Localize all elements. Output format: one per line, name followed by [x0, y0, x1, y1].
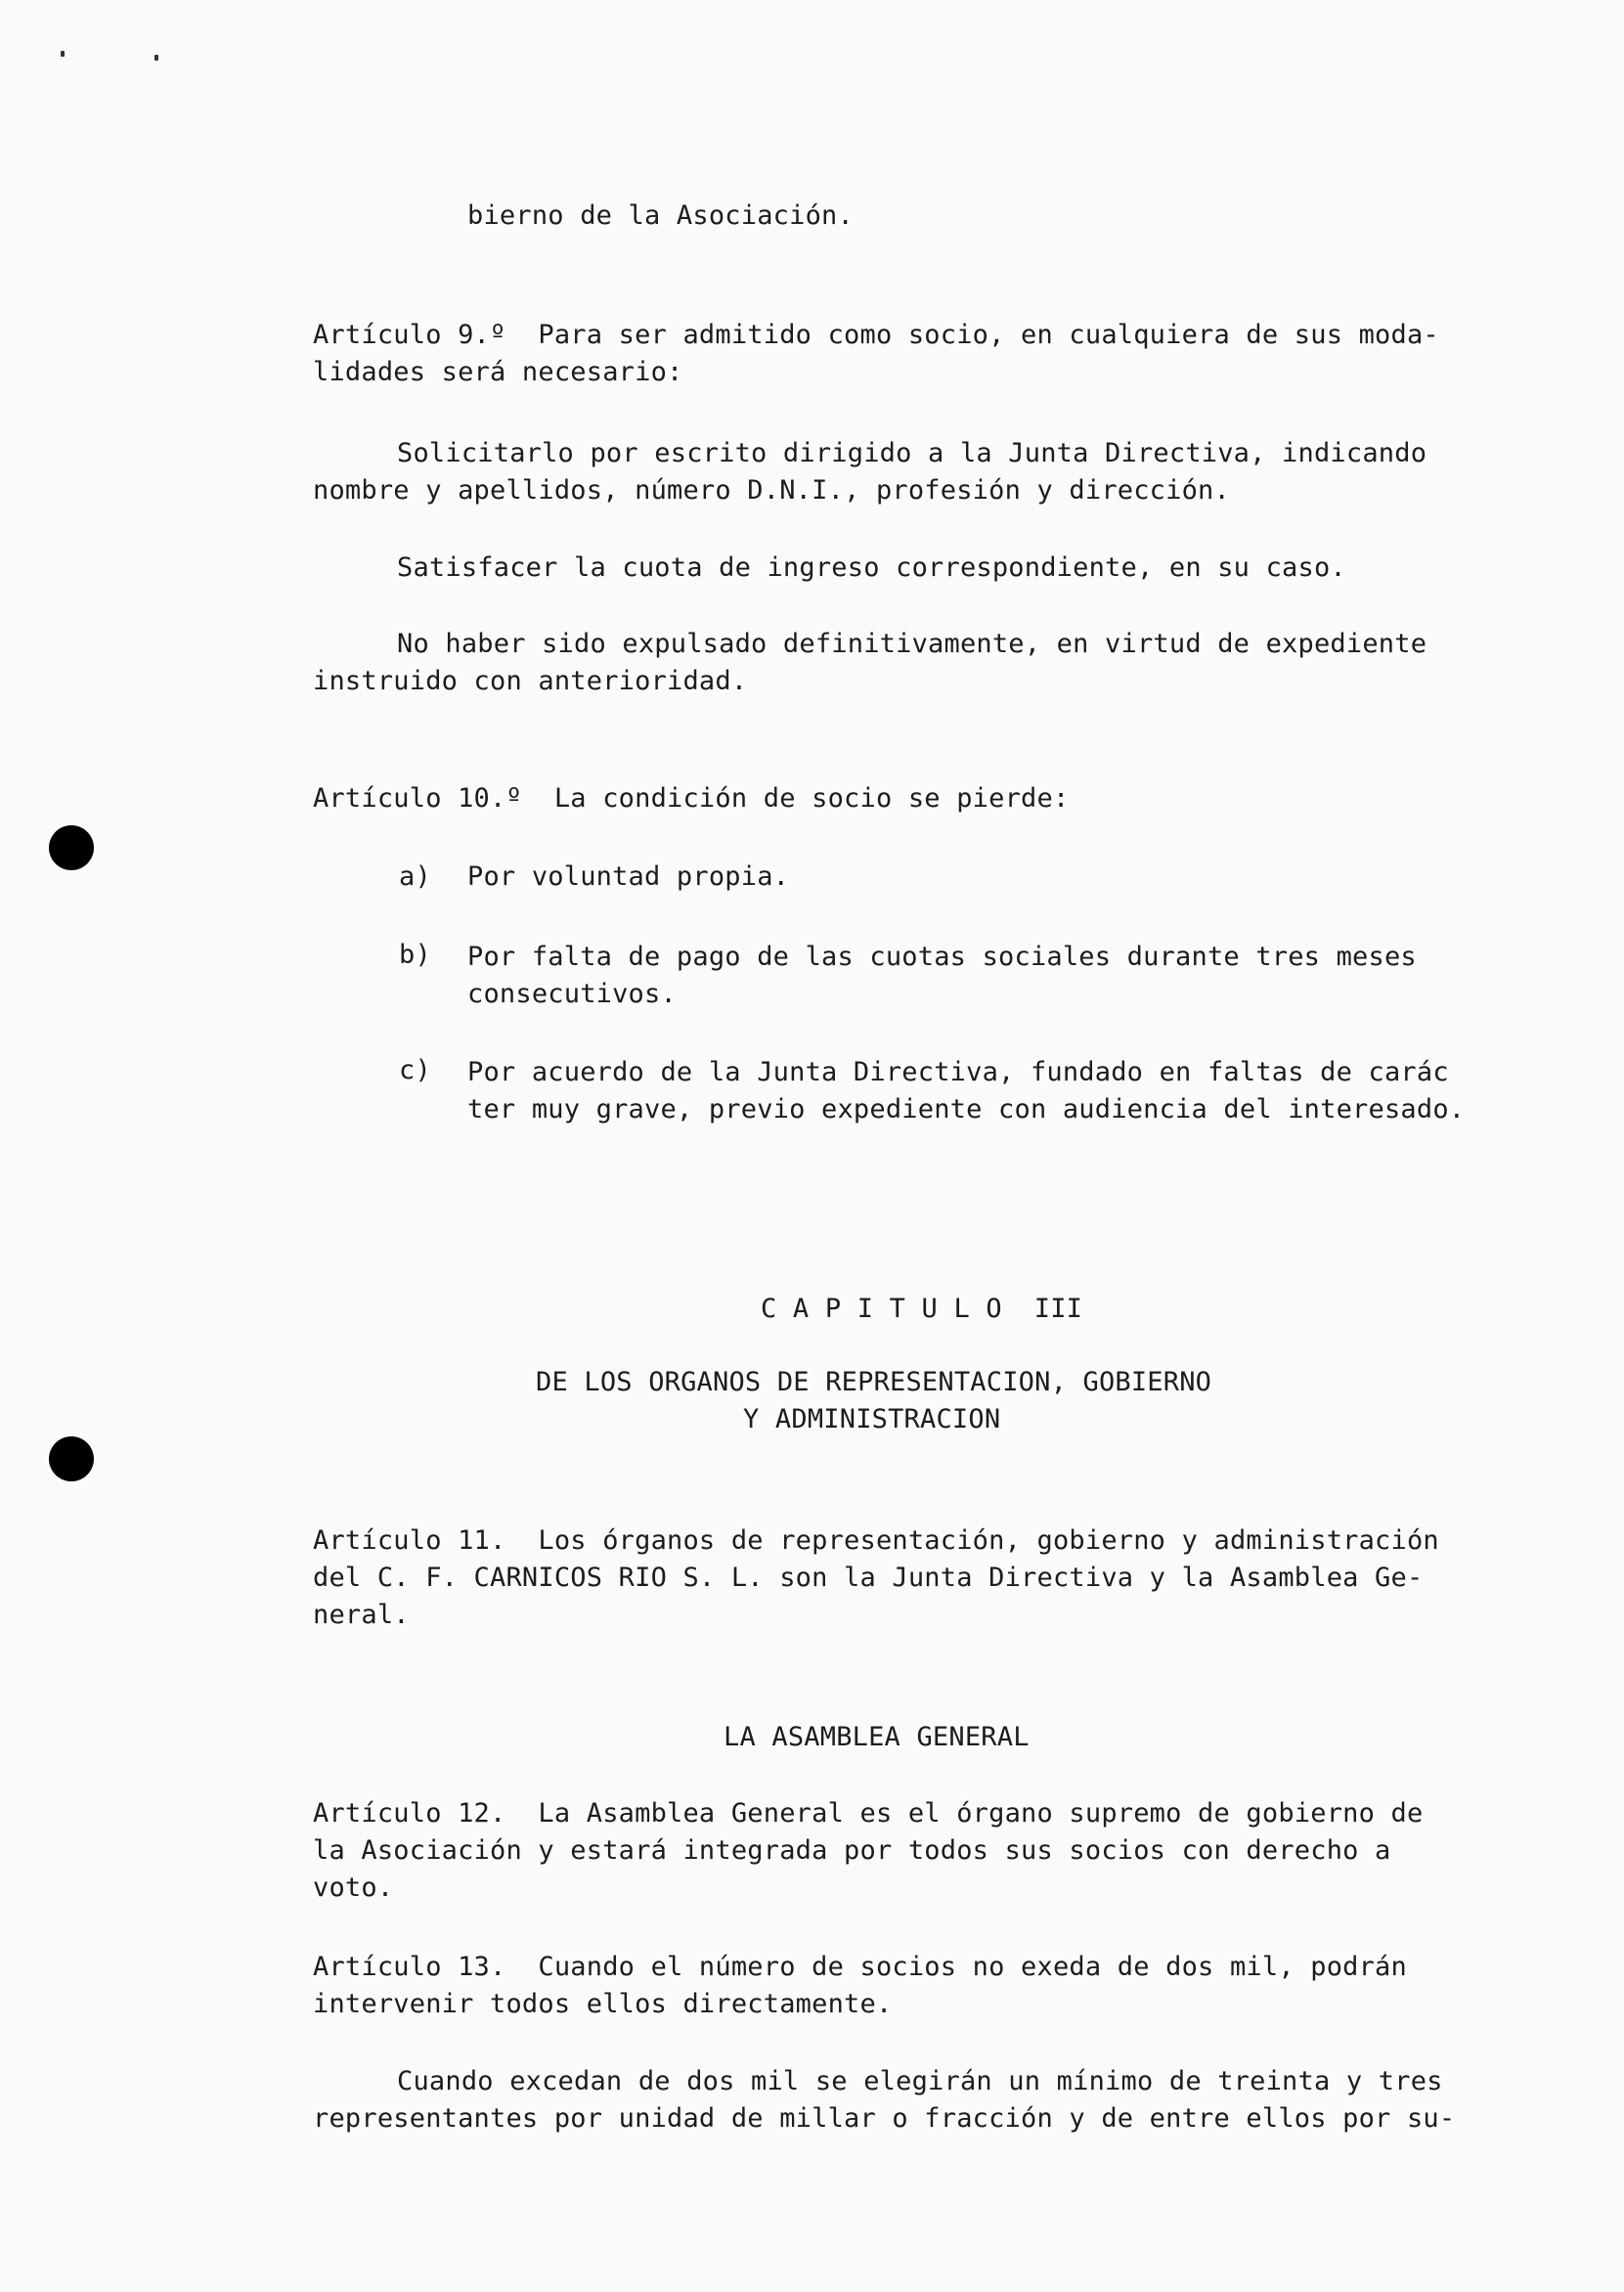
- chapter-subtitle: DE LOS ORGANOS DE REPRESENTACION, GOBIERNO: [536, 1367, 1212, 1397]
- requirement-2-line: Satisfacer la cuota de ingreso correspondiente, en su caso.: [397, 552, 1346, 583]
- chapter-subtitle: Y ADMINISTRACION: [743, 1404, 1001, 1434]
- scan-speck: [61, 51, 65, 57]
- article-13-line: Artículo 13. Cuando el número de socios no exeda de dos mil, podrán: [313, 1952, 1407, 1982]
- chapter-title: C A P I T U L O III: [761, 1294, 1083, 1324]
- requirement-1-line: nombre y apellidos, número D.N.I., profesión y dirección.: [313, 475, 1230, 506]
- article-12-line: la Asociación y estará integrada por todos sus socios con derecho a: [313, 1835, 1391, 1866]
- list-marker: b): [399, 940, 431, 970]
- article-12-line: voto.: [313, 1873, 394, 1903]
- punch-hole: [49, 825, 94, 870]
- requirement-3-line: instruido con anterioridad.: [313, 666, 748, 696]
- article-13-para2-line: Cuando excedan de dos mil se elegirán un mínimo de treinta y tres: [397, 2066, 1443, 2096]
- list-item-line: Por voluntad propia.: [467, 861, 790, 892]
- list-marker: c): [399, 1055, 431, 1085]
- list-item-line: Por falta de pago de las cuotas sociales durante tres meses: [467, 942, 1417, 972]
- list-item-line: ter muy grave, previo expediente con audiencia del interesado.: [467, 1094, 1466, 1124]
- section-title: LA ASAMBLEA GENERAL: [724, 1722, 1030, 1752]
- punch-hole: [49, 1436, 94, 1481]
- article-11-line: del C. F. CARNICOS RIO S. L. son la Junta Directiva y la Asamblea Ge-: [313, 1563, 1424, 1593]
- article-9-line: lidades será necesario:: [313, 357, 683, 387]
- article-13-para2-line: representantes por unidad de millar o fracción y de entre ellos por su-: [313, 2103, 1456, 2134]
- intro-line: bierno de la Asociación.: [467, 200, 854, 231]
- article-10-heading: Artículo 10.º La condición de socio se pierde:: [313, 783, 1070, 814]
- article-11-line: Artículo 11. Los órganos de representación, gobierno y administración: [313, 1525, 1439, 1556]
- list-marker: a): [399, 861, 431, 892]
- list-item-line: Por acuerdo de la Junta Directiva, fundado en faltas de carác: [467, 1057, 1449, 1087]
- scan-speck: [154, 55, 158, 61]
- article-12-line: Artículo 12. La Asamblea General es el órgano supremo de gobierno de: [313, 1798, 1424, 1829]
- requirement-1-line: Solicitarlo por escrito dirigido a la Junta Directiva, indicando: [397, 438, 1427, 468]
- list-item-line: consecutivos.: [467, 979, 677, 1009]
- article-13-line: intervenir todos ellos directamente.: [313, 1989, 893, 2019]
- article-9-line: Artículo 9.º Para ser admitido como socio, en cualquiera de sus moda-: [313, 320, 1439, 350]
- article-11-line: neral.: [313, 1600, 410, 1630]
- requirement-3-line: No haber sido expulsado definitivamente, en virtud de expediente: [397, 629, 1427, 659]
